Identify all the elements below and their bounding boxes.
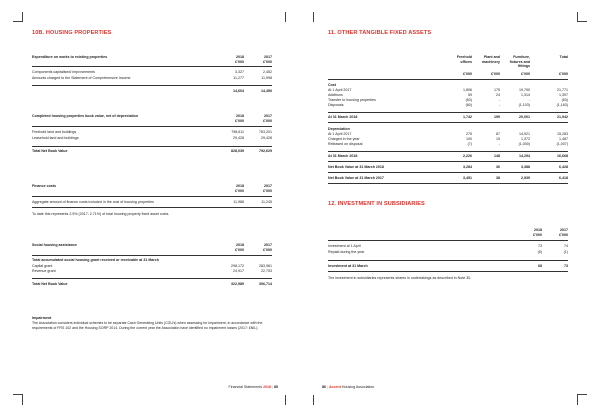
fin-col1: 2018 [236, 184, 244, 188]
tfa-cell: 148 [494, 154, 500, 158]
section-title-investment-in-subsidiaries: 12. INVESTMENT IN SUBSIDIARIES [328, 201, 425, 207]
tfa-cell: 3,284 [463, 165, 472, 169]
social-unit2: £'000 [263, 248, 272, 252]
tfa-cell: 21,771 [557, 88, 568, 92]
rule [32, 255, 272, 256]
tfa-cell: 275 [466, 132, 472, 136]
tfa-cell: 21,942 [557, 115, 568, 119]
exp-col2: 2017 [264, 55, 272, 59]
tfa-unit: £'000 [463, 72, 472, 76]
tfa-cell: (1,000) [518, 142, 530, 146]
rule [328, 161, 568, 162]
exp-row-label: Amounts charged to the Statement of Comprehensive Income [32, 76, 131, 80]
footer-year: 2018 [263, 385, 272, 389]
tfa-cell: - [498, 142, 500, 146]
net-row-v2: 29,428 [261, 136, 272, 140]
exp-heading: Expenditure on works to existing properties [32, 55, 108, 59]
inv-unit2: £'000 [559, 233, 568, 237]
tfa-cell: 24 [496, 93, 500, 97]
tfa-cell: 3,388 [521, 165, 530, 169]
social-col1: 2018 [236, 243, 244, 247]
tfa-unit: £'000 [491, 72, 500, 76]
rule [328, 183, 568, 184]
tfa-cell: 59 [468, 93, 472, 97]
rule [328, 260, 568, 261]
rule [32, 278, 272, 279]
social-row-v2: 22,753 [261, 269, 272, 273]
social-total-label: Total Net Book Value [32, 282, 68, 286]
inv-row-v1: (5) [537, 250, 542, 254]
inv-row-label: Repaid during the year [328, 250, 365, 254]
tfa-cell: 2,939 [521, 176, 530, 180]
tfa-dep-label: Depreciation [328, 127, 350, 131]
rule [328, 122, 568, 123]
social-heading: Social housing assistance [32, 243, 77, 247]
net-row-v1: 29,428 [233, 136, 244, 140]
rule [32, 196, 272, 197]
fin-unit1: £'000 [235, 189, 244, 193]
rule [328, 151, 568, 152]
inv-total-v2: 73 [564, 264, 568, 268]
tfa-cell: 175 [494, 88, 500, 92]
tfa-cell: 2,226 [463, 154, 472, 158]
net-total-label: Total Net Book Value [32, 149, 68, 153]
tfa-cell: 16,668 [557, 154, 568, 158]
tfa-cell: 19,790 [519, 88, 530, 92]
tfa-cell: (63) [465, 98, 472, 102]
tfa-cost-row-label: Disposals [328, 103, 344, 107]
fin-col2: 2017 [264, 184, 272, 188]
net-row-label: Leasehold land and buildings [32, 136, 79, 140]
rule [328, 79, 568, 80]
footer-brand: Accent [328, 385, 341, 389]
rule [328, 240, 568, 241]
tfa-cell: (1,103) [518, 103, 530, 107]
social-total-v2: 306,714 [259, 282, 272, 286]
tfa-cell: 15 [496, 137, 500, 141]
exp-row-v2: 2,452 [263, 70, 272, 74]
inv-row-v2: 74 [564, 244, 568, 248]
footer-label: Housing Association [341, 385, 375, 389]
net-total-v2: 792,629 [259, 149, 272, 153]
footer-right: 86 | Accent Housing Association [322, 385, 375, 389]
tfa-cell: 14,294 [519, 154, 530, 158]
tfa-cell: 1,742 [463, 115, 472, 119]
social-unit1: £'000 [235, 248, 244, 252]
fin-row-label: Aggregate amount of finance costs included in the cost of housing properties [32, 200, 154, 204]
exp-unit1: £'000 [235, 60, 244, 64]
fin-note: To date this represents 2.5% (2017: 2.71%) of total housing property fixed asset costs. [32, 212, 170, 216]
footer-page-number: 86 [322, 385, 326, 389]
tfa-cell: 1,806 [463, 88, 472, 92]
footer-page-number: 85 [274, 385, 278, 389]
net-col1: 2018 [236, 114, 244, 118]
net-row-v1: 798,611 [231, 130, 244, 134]
social-row-label: Capital grant [32, 264, 53, 268]
inv-col2: 2017 [560, 228, 568, 232]
tfa-dep-row-label: At 1 April 2017 [328, 132, 352, 136]
exp-unit2: £'000 [263, 60, 272, 64]
tfa-unit: £'000 [521, 72, 530, 76]
rule [32, 146, 272, 147]
exp-col1: 2018 [236, 55, 244, 59]
social-total-v1: 322,989 [231, 282, 244, 286]
section-title-tangible-fixed-assets: 11. OTHER TANGIBLE FIXED ASSETS [328, 30, 432, 36]
rule [328, 112, 568, 113]
section-title-housing-properties: 10B. HOUSING PROPERTIES [32, 30, 112, 36]
tfa-cost-row-label: At 1 April 2017 [328, 88, 352, 92]
inv-total-label: Investment at 31 March [328, 264, 368, 268]
tfa-dep-row-label: Charged in the year [328, 137, 360, 141]
tfa-header: Furniture, fixtures and fittings [509, 55, 530, 69]
tfa-cell: 3,451 [463, 176, 472, 180]
inv-col1: 2018 [534, 228, 542, 232]
net-row-label: Freehold land and buildings [32, 130, 77, 134]
tfa-cell: 199 [494, 115, 500, 119]
exp-row-v1: 11,277 [233, 76, 244, 80]
inv-unit1: £'000 [533, 233, 542, 237]
tfa-cell: - [498, 98, 500, 102]
exp-total-v2: 14,450 [261, 89, 272, 93]
right-page [300, 0, 600, 416]
tfa-cell: 36 [496, 165, 500, 169]
tfa-cell: 14,921 [519, 132, 530, 136]
tfa-cell: (7) [467, 142, 472, 146]
impairment-text: The Association considers individual schemes to be separate Cash Generating Units (CGU's) when assessing for impairment, in accordance with the requirements of FRS 102 and the Housing SORP 2014. During the current year the Association have identified no impairment losses (2017: £NIL). [32, 321, 263, 330]
inv-row-label: Investment at 1 April [328, 244, 361, 248]
net-heading: Completed housing properties book value, net of depreciation [32, 114, 139, 118]
tfa-header: Freehold offices [456, 55, 472, 64]
tfa-cost-label: Cost [328, 83, 336, 87]
tfa-header: Plant and machinery [482, 55, 500, 64]
tfa-cell: 1,314 [521, 93, 530, 97]
tfa-cell: 15,283 [557, 132, 568, 136]
fin-unit2: £'000 [263, 189, 272, 193]
net-total-v1: 828,039 [231, 149, 244, 153]
tfa-cost-row-label: Additions [328, 93, 343, 97]
fin-row-v1: 11,988 [233, 200, 244, 204]
tfa-cell: 6,418 [559, 176, 568, 180]
tfa-dep-row-label: Released on disposal [328, 142, 363, 146]
exp-total-v1: 14,604 [233, 89, 244, 93]
social-subheading: Total accumulated social housing grant received or receivable at 31 March [32, 258, 159, 262]
tfa-cell: 1,372 [521, 137, 530, 141]
tfa-cell: 100 [466, 137, 472, 141]
net-row-v2: 763,201 [259, 130, 272, 134]
tfa-cell: - [498, 103, 500, 107]
tfa-cell: 20,001 [519, 115, 530, 119]
tfa-header: Total [559, 55, 568, 59]
tfa-cell: 87 [496, 132, 500, 136]
impairment-heading: Impairment [32, 316, 52, 320]
tfa-cost-row-label: Transfer to housing properties [328, 98, 376, 102]
inv-row-v2: (1) [563, 250, 568, 254]
inv-total-v1: 68 [538, 264, 542, 268]
tfa-nbv-label: Net Book Value at 31 March 2017 [328, 176, 384, 180]
tfa-cell: (1,163) [556, 103, 568, 107]
tfa-cell: 1,397 [559, 93, 568, 97]
tfa-unit: £'000 [559, 72, 568, 76]
rule [32, 85, 272, 86]
net-col2: 2017 [264, 114, 272, 118]
rule [328, 172, 568, 173]
social-row-v1: 298,172 [231, 264, 244, 268]
rule [32, 66, 272, 67]
tfa-cell: - [528, 98, 530, 102]
tfa-nbv-label: Net Book Value at 31 March 2018 [328, 165, 384, 169]
fin-row-v2: 11,245 [261, 200, 272, 204]
tfa-cost-total-label: At 31 March 2018 [328, 115, 358, 119]
net-unit1: £'000 [235, 119, 244, 123]
tfa-cell: (1,007) [556, 142, 568, 146]
rule [32, 126, 272, 127]
inv-note: The investment in subsidiaries represents shares in undertakings as described in Note 30. [328, 276, 472, 280]
inv-row-v1: 73 [538, 244, 542, 248]
social-row-v2: 283,961 [259, 264, 272, 268]
tfa-dep-total-label: At 31 March 2018 [328, 154, 358, 158]
tfa-cell: (60) [465, 103, 472, 107]
tfa-cell: (63) [561, 98, 568, 102]
social-col2: 2017 [264, 243, 272, 247]
net-unit2: £'000 [263, 119, 272, 123]
rule [32, 207, 272, 208]
exp-row-v1: 3,327 [235, 70, 244, 74]
tfa-cell: 1,487 [559, 137, 568, 141]
footer-label: Financial Statements [228, 385, 263, 389]
tfa-cell: 38 [496, 176, 500, 180]
exp-row-v2: 11,998 [261, 76, 272, 80]
social-row-v1: 24,917 [233, 269, 244, 273]
social-row-label: Revenue grant [32, 269, 56, 273]
footer-left: Financial Statements 2018 | 85 [228, 385, 278, 389]
tfa-cell: 6,428 [559, 165, 568, 169]
rule [328, 271, 568, 272]
exp-row-label: Components capitalised/ improvements [32, 70, 95, 74]
fin-heading: Finance costs [32, 184, 56, 188]
